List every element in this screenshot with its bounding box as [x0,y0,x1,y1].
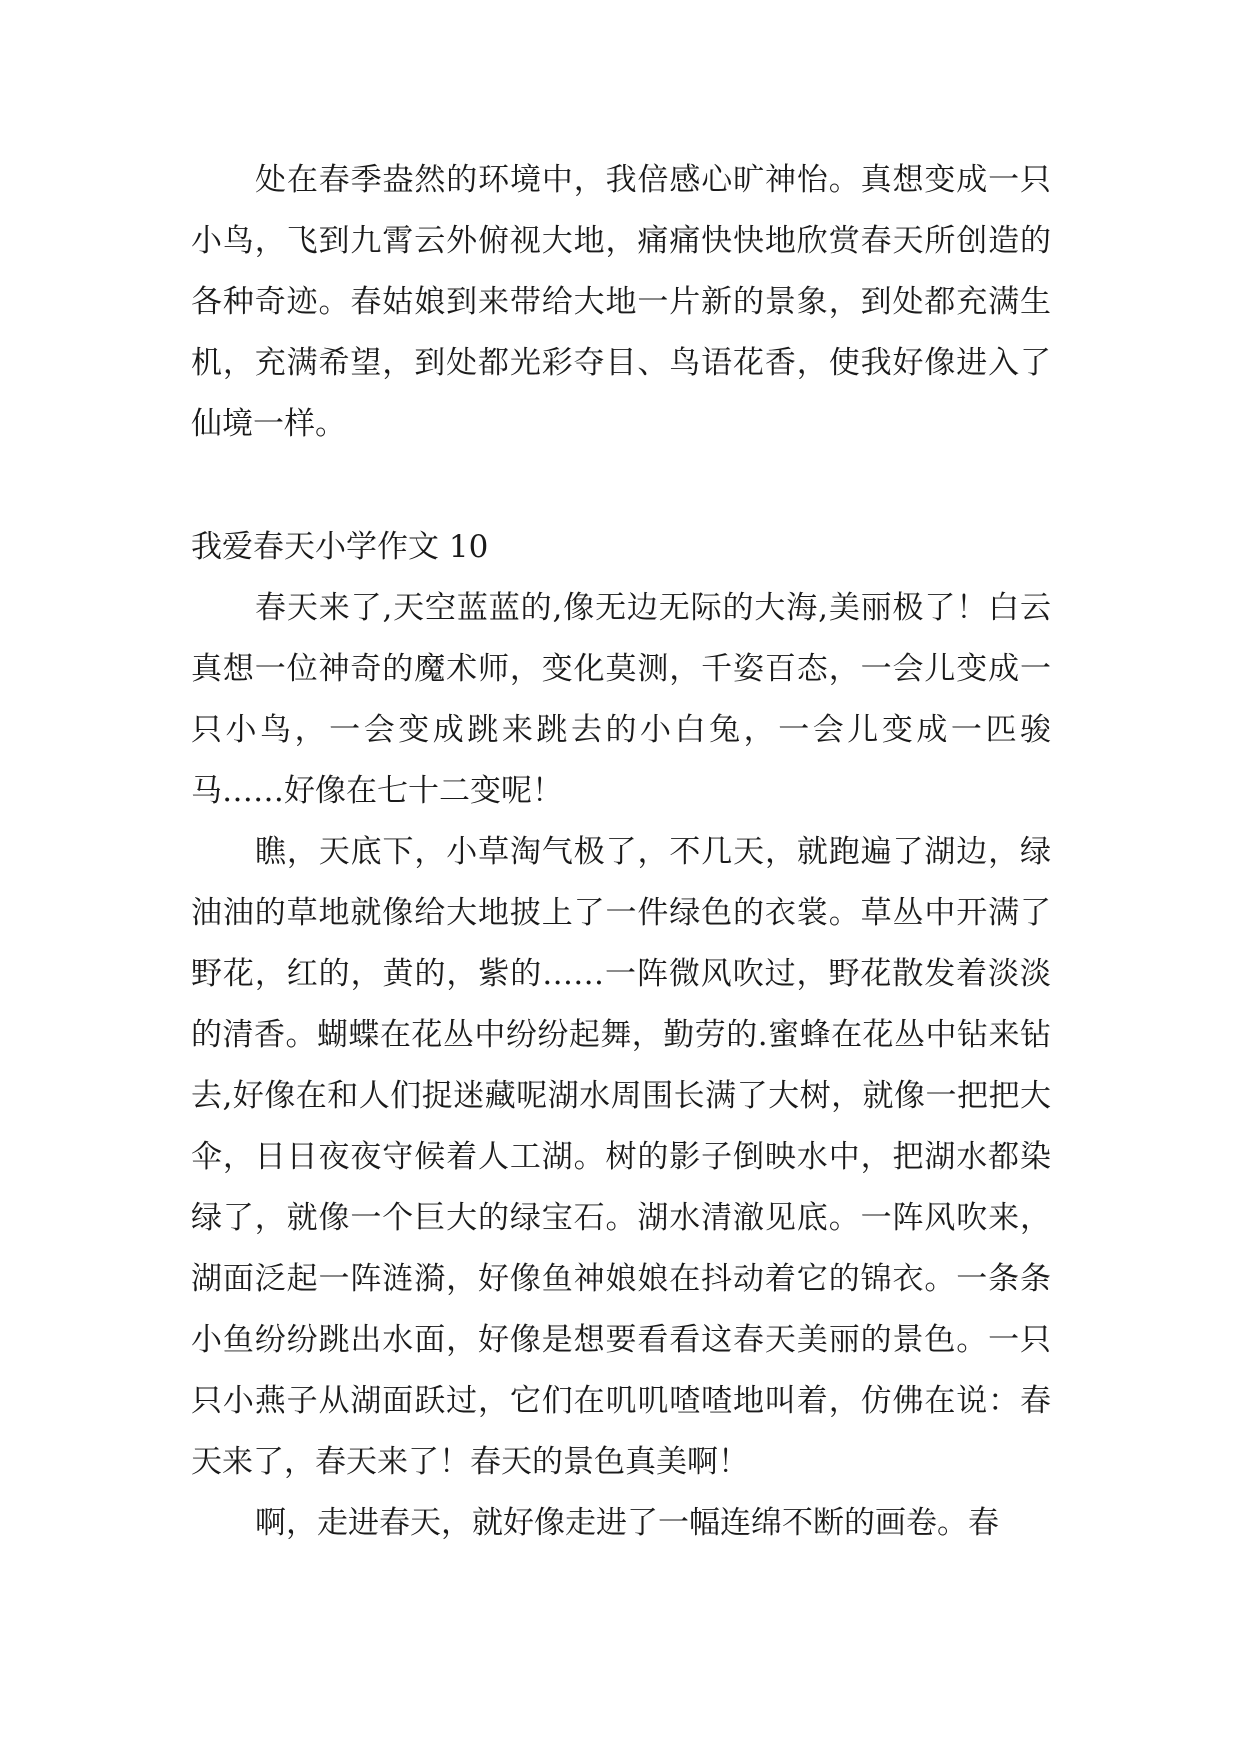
intro-paragraph: 处在春季盎然的环境中，我倍感心旷神怡。真想变成一只小鸟，飞到九霄云外俯视大地，痛痛快快地欣赏春天所创造的各种奇迹。春姑娘到来带给大地一片新的景象，到处都充满生机，充满希望，到处都光彩夺目、鸟语花香，使我好像进入了仙境一样。 [191,162,1051,442]
document-body [191,150,1051,1554]
section-title: 我爱春天小学作文 10 [191,529,489,565]
paragraph-grass-lake: 瞧，天底下，小草淘气极了，不几天，就跑遍了湖边，绿油油的草地就像给大地披上了一件绿色的衣裳。草丛中开满了野花，红的，黄的，紫的……一阵微风吹过，野花散发着淡淡的清香。蝴蝶在花丛中纷纷起舞，勤劳的.蜜蜂在花丛中钻来钻去,好像在和人们捉迷藏呢湖水周围长满了大树，就像一把把大伞，日日夜夜守候着人工湖。树的影子倒映水中，把湖水都染绿了，就像一个巨大的绿宝石。湖水清澈见底。一阵风吹来，湖面泛起一阵涟漪，好像鱼神娘娘在抖动着它的锦衣。一条条小鱼纷纷跳出水面，好像是想要看看这春天美丽的景色。一只只小燕子从湖面跃过，它们在叽叽喳喳地叫着，仿佛在说：春天来了，春天来了！春天的景色真美啊！ [191,834,1051,1480]
paragraph-picture-scroll: 啊，走进春天，就好像走进了一幅连绵不断的画卷。春 [255,1505,999,1541]
section-spacer [191,455,1051,517]
paragraph-spring-sky: 春天来了,天空蓝蓝的,像无边无际的大海,美丽极了！白云真想一位神奇的魔术师，变化莫测，千姿百态，一会儿变成一只小鸟，一会变成跳来跳去的小白兔，一会儿变成一匹骏马……好像在七十二变呢！ [191,590,1051,809]
